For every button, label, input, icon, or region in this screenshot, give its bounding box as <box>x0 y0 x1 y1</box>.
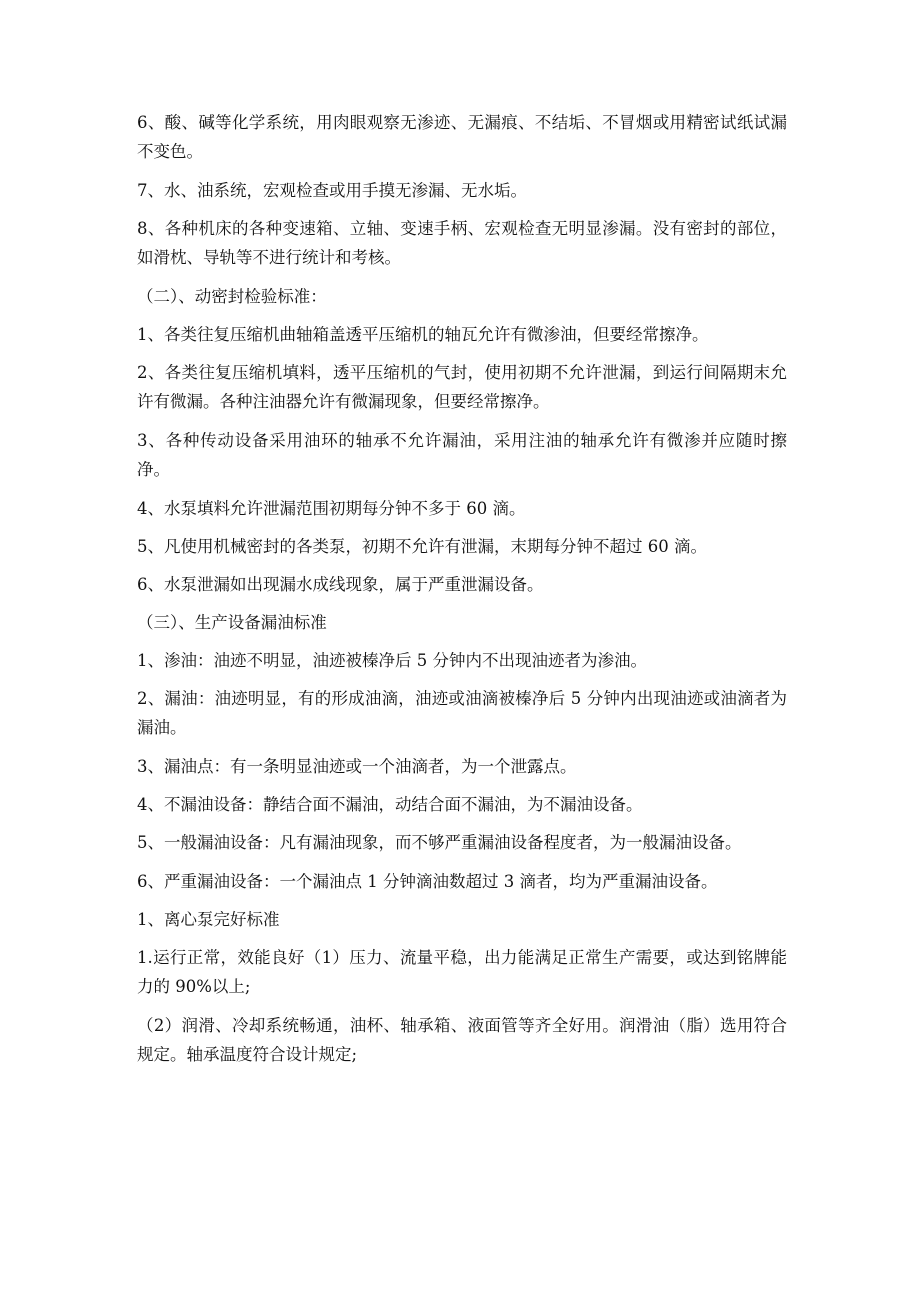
paragraph-mechanical-seal-pump: 5、凡使用机械密封的各类泵，初期不允许有泄漏，末期每分钟不超过 60 滴。 <box>137 537 707 556</box>
paragraph-pump-packing-leak: 4、水泵填料允许泄漏范围初期每分钟不多于 60 滴。 <box>137 499 526 518</box>
paragraph-serious-leak-equipment: 6、严重漏油设备：一个漏油点 1 分钟滴油数超过 3 滴者，均为严重漏油设备。 <box>137 872 718 891</box>
paragraph-oil-seepage: 1、渗油：油迹不明显，油迹被榛净后 5 分钟内不出现油迹者为渗油。 <box>137 651 647 670</box>
paragraph-water-oil-system: 7、水、油系统，宏观检查或用手摸无渗漏、无水垢。 <box>137 181 527 200</box>
paragraph-machine-tool-gearbox: 8、各种机床的各种变速箱、立轴、变速手柄、宏观检查无明显渗漏。没有密封的部位，如滑枕、导轨等不进行统计和考核。 <box>137 219 787 267</box>
paragraph-normal-operation: 1.运行正常，效能良好（1）压力、流量平稳，出力能满足正常生产需要，或达到铭牌能力的 90%以上; <box>137 948 787 996</box>
document-body <box>137 108 787 1079</box>
paragraph-leak-point: 3、漏油点：有一条明显油迹或一个油滴者，为一个泄露点。 <box>137 757 577 776</box>
paragraph-general-leak-equipment: 5、一般漏油设备：凡有漏油现象，而不够严重漏油设备程度者，为一般漏油设备。 <box>137 833 742 852</box>
section-heading-oil-leak-standard: （三）、生产设备漏油标准 <box>137 613 327 632</box>
section-heading-centrifugal-pump: 1、离心泵完好标准 <box>137 910 280 929</box>
paragraph-pump-serious-leak: 6、水泵泄漏如出现漏水成线现象，属于严重泄漏设备。 <box>137 575 544 594</box>
paragraph-compressor-crankcase: 1、各类往复压缩机曲轴箱盖透平压缩机的轴瓦允许有微渗油，但要经常擦净。 <box>137 325 709 344</box>
paragraph-acid-alkali-system: 6、酸、碱等化学系统，用肉眼观察无渗迹、无漏痕、不结垢、不冒烟或用精密试纸试漏不变色。 <box>137 113 787 161</box>
paragraph-transmission-bearing: 3、各种传动设备采用油环的轴承不允许漏油，采用注油的轴承允许有微渗并应随时擦净。 <box>137 431 787 479</box>
paragraph-compressor-packing: 2、各类往复压缩机填料，透平压缩机的气封，使用初期不允许泄漏，到运行间隔期末允许有微漏。各种注油器允许有微漏现象，但要经常擦净。 <box>137 363 787 411</box>
paragraph-no-leak-equipment: 4、不漏油设备：静结合面不漏油，动结合面不漏油，为不漏油设备。 <box>137 795 643 814</box>
section-heading-dynamic-seal: （二）、动密封检验标准： <box>137 287 327 306</box>
paragraph-lubrication-cooling: （2）润滑、冷却系统畅通，油杯、轴承箱、液面管等齐全好用。润滑油（脂）选用符合规定。轴承温度符合设计规定; <box>137 1016 787 1064</box>
paragraph-oil-leak: 2、漏油：油迹明显，有的形成油滴，油迹或油滴被榛净后 5 分钟内出现油迹或油滴者为漏油。 <box>137 689 787 737</box>
